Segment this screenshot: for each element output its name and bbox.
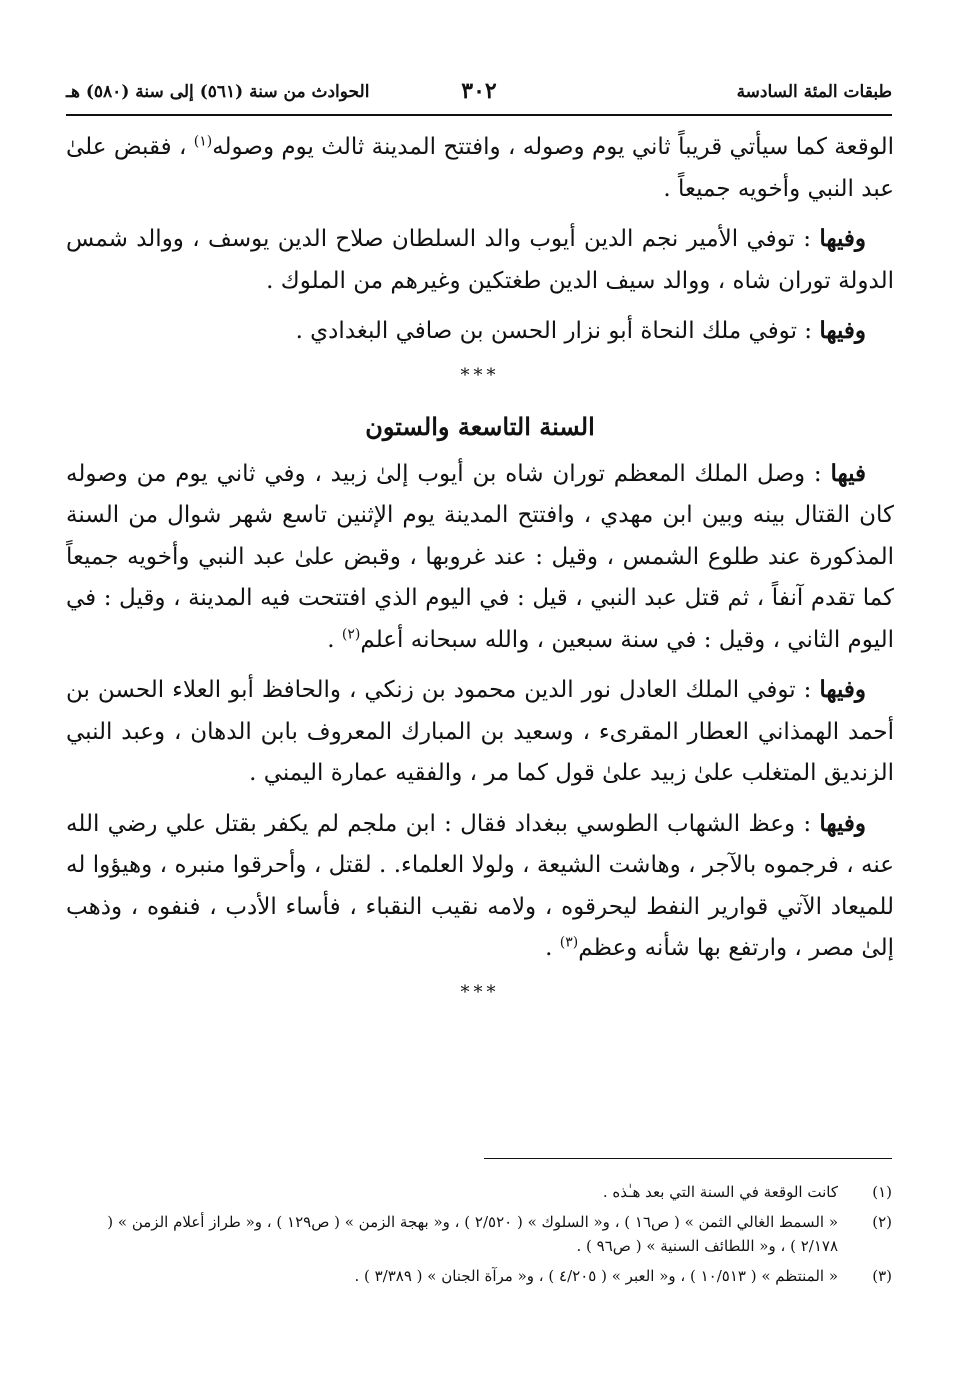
section-separator-end: *** [460, 981, 500, 1003]
header-divider [66, 114, 892, 116]
paragraph-text: : وعظ الشهاب الطوسي ببغداد فقال : ابن ملجم لم يكفر بقتل علي رضي الله عنه ، فرجموه بالآجر ، وهاشت الشيعة ، ولولا العلماء. . لقتل ، وأحرقوا منبره ، وهيؤوا له للميعاد الآتي قوارير النفط ليحرقوه ، ولامه نقيب النقباء ، فأساء الأدب ، فنفوه ، وذهب إلىٰ مصر ، وارتفع بها شأنه وعظم [66, 810, 894, 961]
paragraph-top-2 [66, 218, 894, 302]
footnote-text: « السمط الغالي الثمن » ( ص١٦ ) ، و« السلوك » ( ٢/٥٢٠ ) ، و« بهجة الزمن » ( ص١٢٩ ) ، و« طراز أعلام الزمن » ( ٢/١٧٨ ) ، و« اللطائف السنية » ( ص٩٦ ) . [107, 1213, 838, 1255]
footnote-number: (٣) [872, 1267, 892, 1285]
footnote-number: (٢) [872, 1213, 892, 1231]
header-book-section: طبقات المئة السادسة [736, 82, 892, 102]
paragraph-tail: . [327, 626, 342, 653]
paragraph-lead: فيها [830, 459, 866, 487]
paragraph-top-3 [66, 310, 894, 353]
section-title: السنة التاسعة والستون [365, 411, 595, 441]
paragraph-tail: . [545, 935, 560, 961]
footnote-ref-3[interactable]: (٣) [559, 934, 579, 951]
paragraph-text: : وصل الملك المعظم توران شاه بن أيوب إلىٰ زبيد ، وفي ثاني يوم من وصوله كان القتال بينه وبين ابن مهدي ، وافتتح المدينة يوم الإثنين تاسع شهر شوال من السنة المذكورة عند طلوع الشمس ، وقيل : عند غروبها ، وقبض علىٰ عبد النبي وأخويه جميعاً كما تقدم آنفاً ، ثم قتل عبد النبي ، قيل : في اليوم الذي افتتحت فيه المدينة ، وقيل : في اليوم الثاني ، وقيل : في سنة سبعين ، والله سبحانه أعلم [66, 460, 894, 653]
paragraph-section-2 [66, 669, 894, 795]
footnote-text: كانت الوقعة في السنة التي بعد هـٰذه . [602, 1183, 838, 1201]
paragraph-top-1 [66, 126, 894, 210]
paragraph-lead: وفيها [819, 809, 866, 837]
paragraph-lead: وفيها [819, 317, 866, 344]
footnote-number: (١) [872, 1183, 892, 1201]
running-header [66, 78, 892, 112]
footnotes [66, 1180, 892, 1294]
paragraph-text: : توفي الملك العادل نور الدين محمود بن زنكي ، والحافظ أبو العلاء الحسن بن أحمد الهمذاني العطار المقرىء ، وسعيد بن المبارك المعروف بابن الدهان ، وعبد النبي الزنديق المتغلب علىٰ زبيد علىٰ قول كما مر ، والفقيه عمارة اليمني . [66, 677, 894, 786]
paragraph-lead: وفيها [819, 225, 866, 252]
footnote-2 [66, 1210, 892, 1258]
paragraph-text: الوقعة كما سيأتي قريباً ثاني يوم وصوله ، وافتتح المدينة ثالث يوم وصوله [212, 134, 894, 160]
header-chapter-range: الحوادث من سنة (٥٦١) إلى سنة (٥٨٠) هـ [66, 82, 370, 102]
paragraph-section-1 [66, 453, 894, 662]
footnote-ref-2[interactable]: (٢) [341, 625, 361, 642]
main-text [66, 126, 894, 1018]
page-number: ٣٠٢ [461, 78, 497, 104]
section-separator: *** [460, 364, 500, 386]
paragraph-text: : توفي ملك النحاة أبو نزار الحسن بن صافي البغدادي . [295, 318, 820, 344]
footnote-3 [66, 1264, 892, 1288]
paragraph-section-3 [66, 803, 894, 970]
footnote-ref-1[interactable]: (١) [193, 133, 213, 150]
paragraph-lead: وفيها [819, 676, 866, 703]
footnote-text: « المنتظم » ( ١٠/٥١٣ ) ، و« العبر » ( ٤/٢٠٥ ) ، و« مرآة الجنان » ( ٣/٣٨٩ ) . [354, 1267, 838, 1285]
footnote-1 [66, 1180, 892, 1204]
footnote-divider [484, 1158, 892, 1159]
paragraph-tail: ، فقبض علىٰ عبد النبي وأخويه جميعاً . [66, 134, 894, 202]
paragraph-text: : توفي الأمير نجم الدين أيوب والد السلطان صلاح الدين يوسف ، ووالد شمس الدولة توران شاه ، ووالد سيف الدين طغتكين وغيرهم من الملوك . [66, 226, 894, 294]
